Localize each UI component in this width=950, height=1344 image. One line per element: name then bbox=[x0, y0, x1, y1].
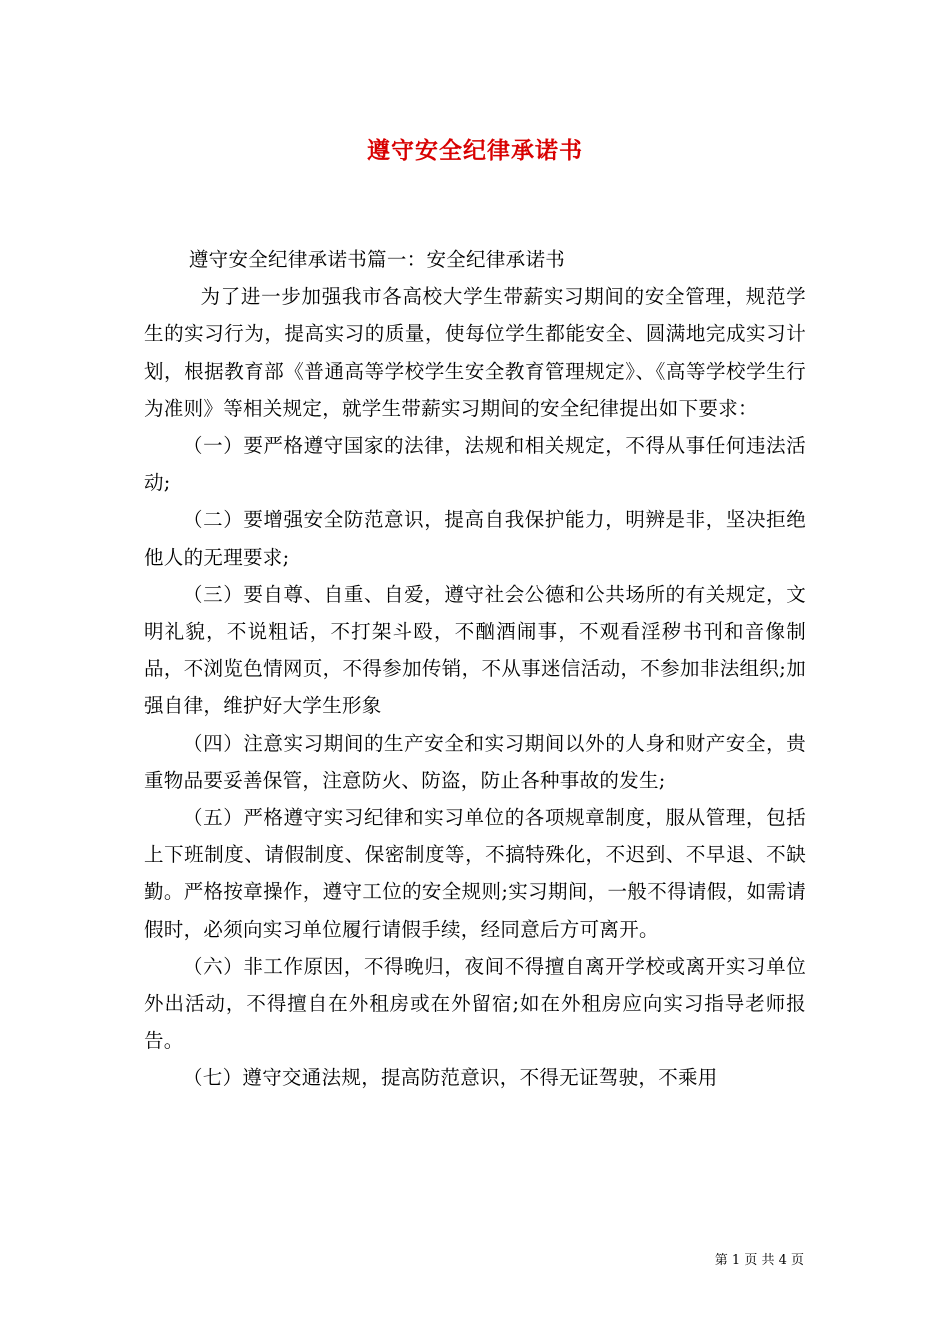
page-number: 第 1 页 共 4 页 bbox=[714, 1253, 804, 1268]
rule-paragraph-6: （六）非工作原因，不得晚归，夜间不得擅自离开学校或离开实习单位外出活动，不得擅自在外租房或在外留宿;如在外租房应向实习指导老师报告。 bbox=[144, 954, 806, 1053]
document-body bbox=[144, 241, 806, 1097]
rule-paragraph-4: （四）注意实习期间的生产安全和实习期间以外的人身和财产安全，贵重物品要妥善保管，注意防火、防盗，防止各种事故的发生; bbox=[144, 731, 806, 792]
rule-paragraph-5: （五）严格遵守实习纪律和实习单位的各项规章制度，服从管理，包括上下班制度、请假制度、保密制度等，不搞特殊化，不迟到、不早退、不缺勤。严格按章操作，遵守工位的安全规则;实习期间，一般不得请假，如需请假时，必须向实习单位履行请假手续，经同意后方可离开。 bbox=[144, 806, 806, 941]
rule-paragraph-3: （三）要自尊、自重、自爱，遵守社会公德和公共场所的有关规定，文明礼貌，不说粗话，不打架斗殴，不酗酒闹事，不观看淫秽书刊和音像制品，不浏览色情网页，不得参加传销，不从事迷信活动，不参加非法组织;加强自律，维护好大学生形象 bbox=[144, 582, 806, 718]
intro-paragraph: 为了进一步加强我市各高校大学生带薪实习期间的安全管理，规范学生的实习行为，提高实习的质量，使每位学生都能安全、圆满地完成实习计划，根据教育部《普通高等学校学生安全教育管理规定》、《高等学校学生行为准则》等相关规定，就学生带薪实习期间的安全纪律提出如下要求： bbox=[144, 285, 806, 420]
rule-paragraph-2: （二）要增强安全防范意识，提高自我保护能力，明辨是非，坚决拒绝他人的无理要求; bbox=[144, 508, 806, 569]
rule-paragraph-7: （七）遵守交通法规，提高防范意识，不得无证驾驶，不乘用 bbox=[183, 1066, 718, 1090]
rule-paragraph-1: （一）要严格遵守国家的法律，法规和相关规定，不得从事任何违法活动; bbox=[144, 434, 806, 495]
document-title: 遵守安全纪律承诺书 bbox=[367, 137, 583, 164]
document-subtitle: 遵守安全纪律承诺书篇一：安全纪律承诺书 bbox=[188, 248, 566, 271]
